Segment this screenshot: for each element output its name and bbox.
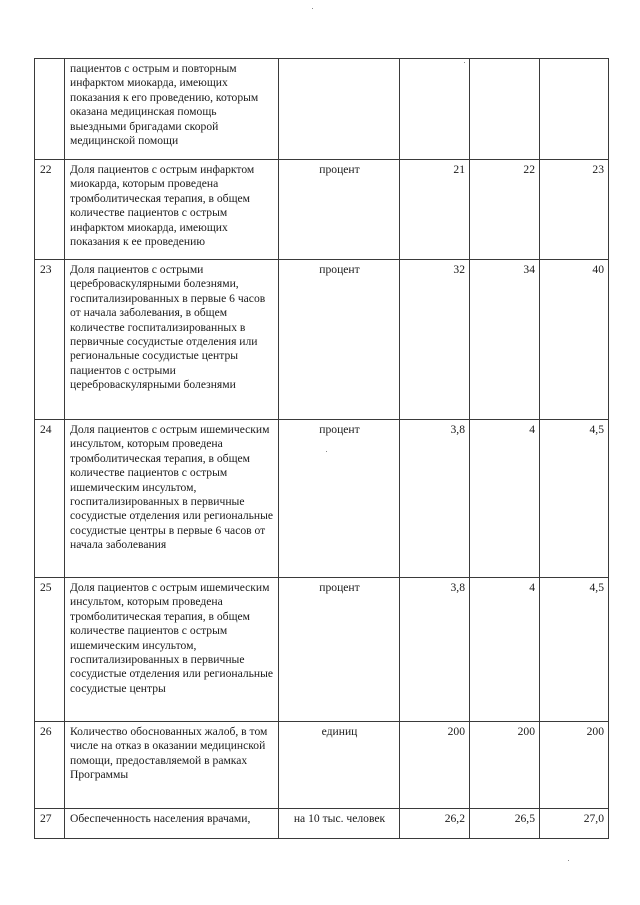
indicator-description: Количество обоснованных жалоб, в том числе на отказ в оказании медицинской помощи, предоставляемой в рамках Программы: [65, 722, 279, 809]
indicator-description: Доля пациентов с острым инфарктом миокарда, которым проведена тромболитическая терапия, в общем количестве пациентов с острым инфарктом миокарда, имеющих показания к ее проведению: [65, 160, 279, 260]
table-row: [35, 260, 609, 420]
value-year-1: 200: [400, 722, 470, 809]
unit-cell: единиц: [279, 722, 400, 809]
value-year-1: [400, 59, 470, 160]
value-year-3: 4,5: [540, 420, 609, 578]
row-number: 24: [35, 420, 65, 578]
table-row: [35, 59, 609, 160]
table-row: [35, 578, 609, 722]
indicator-description: Обеспеченность населения врачами,: [65, 809, 279, 839]
scan-speck: [312, 8, 313, 9]
indicator-description: Доля пациентов с острым ишемическим инсультом, которым проведена тромболитическая терапия, в общем количестве пациентов с острым ишемическим инсультом, госпитализированных в первичные сосудистые отделения или региональные сосудистые центры в первые 6 часов от начала заболевания: [65, 420, 279, 578]
value-year-1: 3,8: [400, 578, 470, 722]
unit-cell: [279, 59, 400, 160]
value-year-1: 21: [400, 160, 470, 260]
value-year-2: 26,5: [470, 809, 540, 839]
row-number: 23: [35, 260, 65, 420]
scan-speck: [464, 62, 465, 63]
value-year-3: 23: [540, 160, 609, 260]
value-year-3: [540, 59, 609, 160]
row-number: [35, 59, 65, 160]
unit-cell: процент: [279, 160, 400, 260]
scan-speck: [326, 451, 327, 452]
value-year-1: 3,8: [400, 420, 470, 578]
indicator-description: Доля пациентов с острыми цереброваскулярными болезнями, госпитализированных в первые 6 часов от начала заболевания, в общем количестве госпитализированных в первичные сосудистые отделения или региональные сосудистые центры пациентов с острыми цереброваскулярными болезнями: [65, 260, 279, 420]
row-number: 22: [35, 160, 65, 260]
indicators-table: [34, 58, 609, 839]
value-year-1: 26,2: [400, 809, 470, 839]
value-year-3: 4,5: [540, 578, 609, 722]
unit-cell: на 10 тыс. человек: [279, 809, 400, 839]
value-year-2: 22: [470, 160, 540, 260]
row-number: 26: [35, 722, 65, 809]
unit-cell: процент: [279, 578, 400, 722]
value-year-2: 200: [470, 722, 540, 809]
row-number: 27: [35, 809, 65, 839]
value-year-1: 32: [400, 260, 470, 420]
indicator-description: пациентов с острым и повторным инфарктом миокарда, имеющих показания к его проведению, которым оказана медицинская помощь выездными бригадами скорой медицинской помощи: [65, 59, 279, 160]
unit-cell: процент: [279, 260, 400, 420]
value-year-3: 200: [540, 722, 609, 809]
table-row: [35, 420, 609, 578]
value-year-2: [470, 59, 540, 160]
value-year-3: 40: [540, 260, 609, 420]
table-row: [35, 160, 609, 260]
row-number: 25: [35, 578, 65, 722]
value-year-2: 34: [470, 260, 540, 420]
unit-cell: процент: [279, 420, 400, 578]
scan-speck: [568, 860, 569, 861]
value-year-2: 4: [470, 420, 540, 578]
indicator-description: Доля пациентов с острым ишемическим инсультом, которым проведена тромболитическая терапия, в общем количестве пациентов с острым ишемическим инсультом, госпитализированных в первичные сосудистые отделения или региональные сосудистые центры: [65, 578, 279, 722]
table-row: [35, 809, 609, 839]
value-year-2: 4: [470, 578, 540, 722]
table-row: [35, 722, 609, 809]
value-year-3: 27,0: [540, 809, 609, 839]
